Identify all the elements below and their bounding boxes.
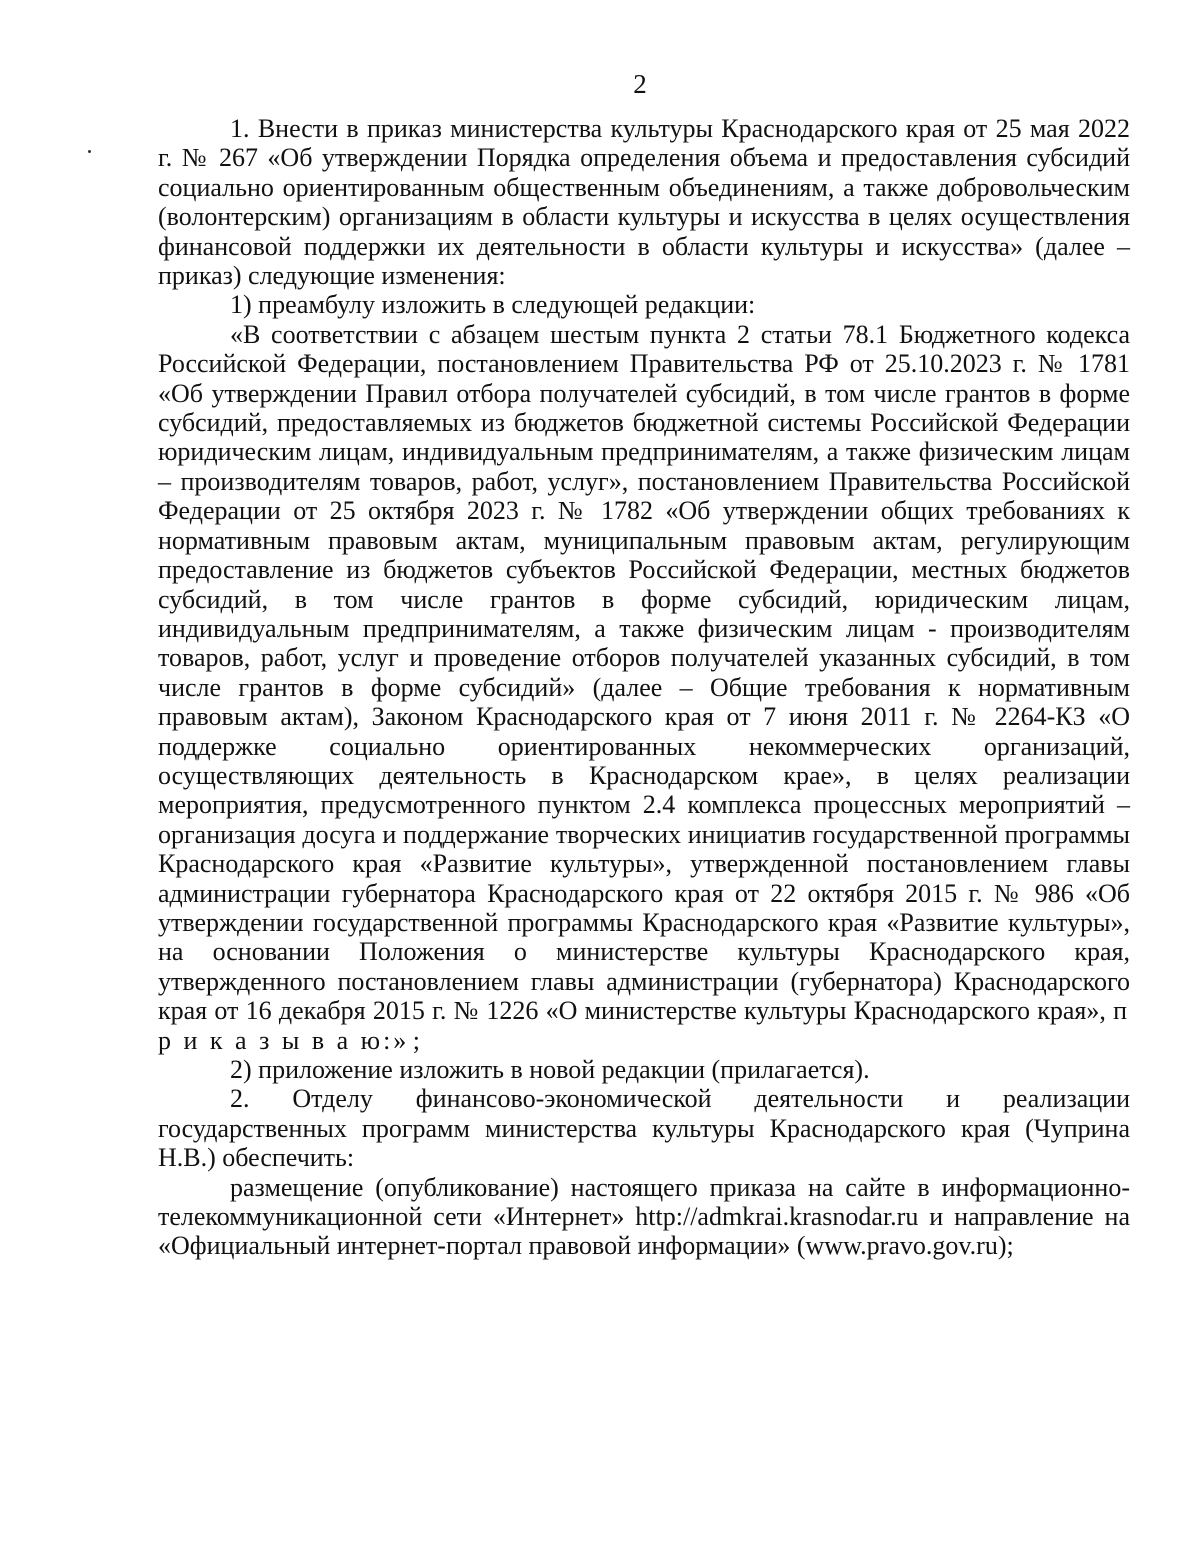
scan-speck <box>88 150 91 153</box>
paragraph-publication: размещение (опубликование) настоящего приказа на сайте в информационно-телекоммуникационной сети «Интернет» http://admkrai.krasnodar.ru и направление на «Официальный интернет-портал правовой информации» (www.pravo.gov.ru); <box>158 1172 1130 1261</box>
preamble-closing: » ; <box>393 1025 421 1055</box>
paragraph-subitem-2: 2) приложение изложить в новой редакции (прилагается). <box>230 1055 870 1084</box>
paragraph-subitem-1: 1) преамбулу изложить в следующей редакции: <box>230 290 756 320</box>
paragraph-item-2: 2. Отделу финансово-экономической деятельности и реализации государственных программ министерства культуры Краснодарского края (Чуприна Н.В.) обеспечить: <box>158 1084 1130 1173</box>
page-number: 2 <box>633 69 647 99</box>
document-body <box>158 114 1130 1261</box>
preamble-paragraph <box>158 320 1130 1055</box>
order-word: п р и к а з ы в а ю: <box>158 996 1131 1055</box>
paragraph-item-1: 1. Внести в приказ министерства культуры Краснодарского края от 25 мая 2022 г. № 267 «Об утверждении Порядка определения объема и предоставления субсидий социально ориентированным общественным объединениям, а также добровольческим (волонтерским) организациям в области культуры и искусства в целях осуществления финансовой поддержки их деятельности в области культуры и искусства» (далее – приказ) следующие изменения: <box>158 114 1130 291</box>
preamble-text: «В соответствии с абзацем шестым пункта 2 статьи 78.1 Бюджетного кодекса Российской Федерации, постановлением Правительства РФ от 25.10.2023 г. № 1781 «Об утверждении Правил отбора получателей субсидий, в том числе грантов в форме субсидий, предоставляемых из бюджетов бюджетной системы Российской Федерации юридическим лицам, индивидуальным предпринимателям, а также физическим лицам – производителям товаров, работ, услуг», постановлением Правительства Российской Федерации от 25 октября 2023 г. № 1782 «Об утверждении общих требованиях к нормативным правовым актам, муниципальным правовым актам, регулирующим предоставление из бюджетов субъектов Российской Федерации, местных бюджетов субсидий, в том числе грантов в форме субсидий, юридическим лицам, индивидуальным предпринимателям, а также физическим лицам - производителям товаров, работ, услуг и проведение отборов получателей указанных субсидий, в том числе грантов в форме субсидий» (далее – Общие требования к нормативным правовым актам), Законом Краснодарского края от 7 июня 2011 г. № 2264-КЗ «О поддержке социально ориентированных некоммерческих организаций, осуществляющих деятельность в Краснодарском крае», в целях реализации мероприятия, предусмотренного пунктом 2.4 комплекса процессных мероприятий – организация досуга и поддержание творческих инициатив государственной программы Краснодарского края «Развитие культуры», утвержденной постановлением главы администрации губернатора Краснодарского края от 22 октября 2015 г. № 986 «Об утверждении государственной программы Краснодарского края «Развитие культуры», на основании Положения о министерстве культуры Краснодарского края, утвержденного постановлением главы администрации (губернатора) Краснодарского края от 16 декабря 2015 г. № 1226 «О министерстве культуры Краснодарского края», <box>158 319 1130 1026</box>
